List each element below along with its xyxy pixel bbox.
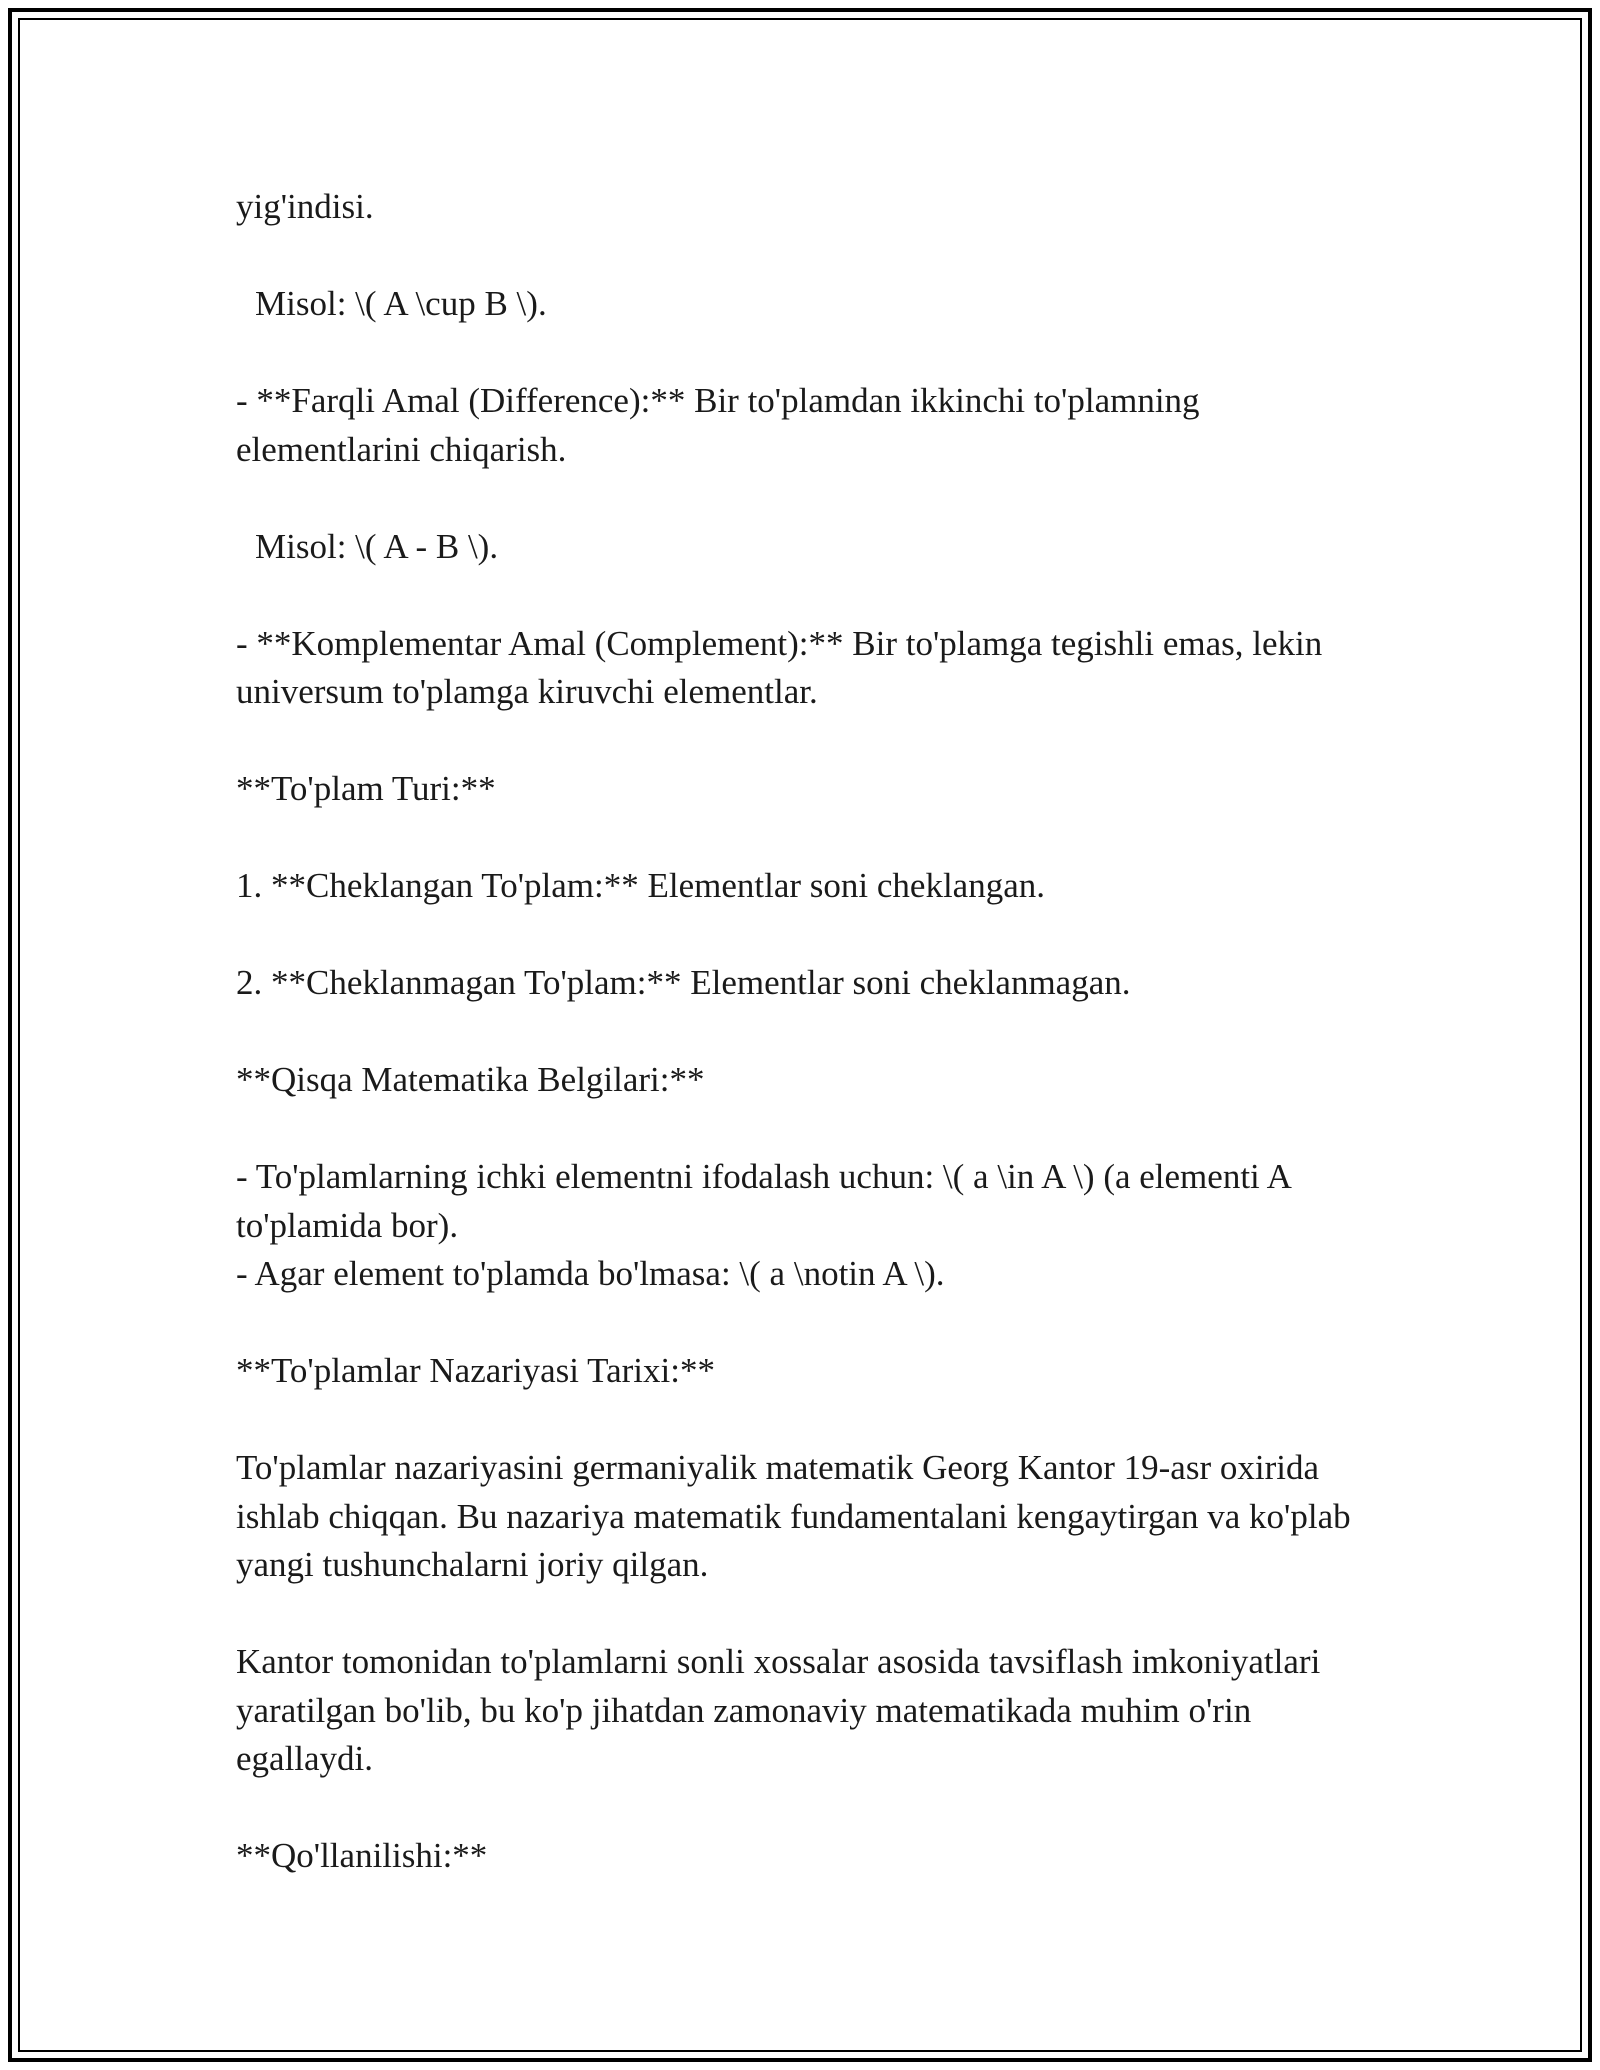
heading-math-symbols: **Qisqa Matematika Belgilari:** xyxy=(236,1060,705,1099)
paragraph-cantor-contribution: Kantor tomonidan to'plamlarni sonli xossalar asosida tavsiflash imkoniyatlari yaratilgan bo'lib, bu ko'p jihatdan zamonaviy matematikada muhim o'rin egallaydi. xyxy=(236,1642,1330,1778)
example-difference: Misol: \( A - B \). xyxy=(255,526,499,566)
paragraph-sum-continuation: yig'indisi. xyxy=(236,187,374,226)
heading-history: **To'plamlar Nazariyasi Tarixi:** xyxy=(236,1351,715,1390)
heading-set-types: **To'plam Turi:** xyxy=(236,769,496,808)
heading-applications: **Qo'llanilishi:** xyxy=(236,1836,488,1875)
list-item-finite-set: 1. **Cheklangan To'plam:** Elementlar soni cheklangan. xyxy=(236,866,1045,905)
bullet-difference: - **Farqli Amal (Difference):** Bir to'plamdan ikkinchi to'plamning elementlarini chiqarish. xyxy=(236,381,1209,469)
bullet-membership: - To'plamlarning ichki elementni ifodalash uchun: \( a \in A \) (a elementi A to'plamida bor). xyxy=(236,1157,1299,1245)
bullet-non-membership: - Agar element to'plamda bo'lmasa: \( a \notin A \). xyxy=(236,1254,945,1293)
paragraph-history-cantor: To'plamlar nazariyasini germaniyalik matematik Georg Kantor 19-asr oxirida ishlab chiqqan. Bu nazariya matematik fundamentalani kengaytirgan va ko'plab yangi tushunchalarni joriy qilgan. xyxy=(236,1448,1360,1584)
example-union: Misol: \( A \cup B \). xyxy=(255,284,547,323)
document-body xyxy=(236,183,1366,1881)
list-item-infinite-set: 2. **Cheklanmagan To'plam:** Elementlar soni cheklanmagan. xyxy=(236,963,1131,1002)
bullet-complement: - **Komplementar Amal (Complement):** Bir to'plamga tegishli emas, lekin universum to'plamga kiruvchi elementlar. xyxy=(236,623,1331,711)
